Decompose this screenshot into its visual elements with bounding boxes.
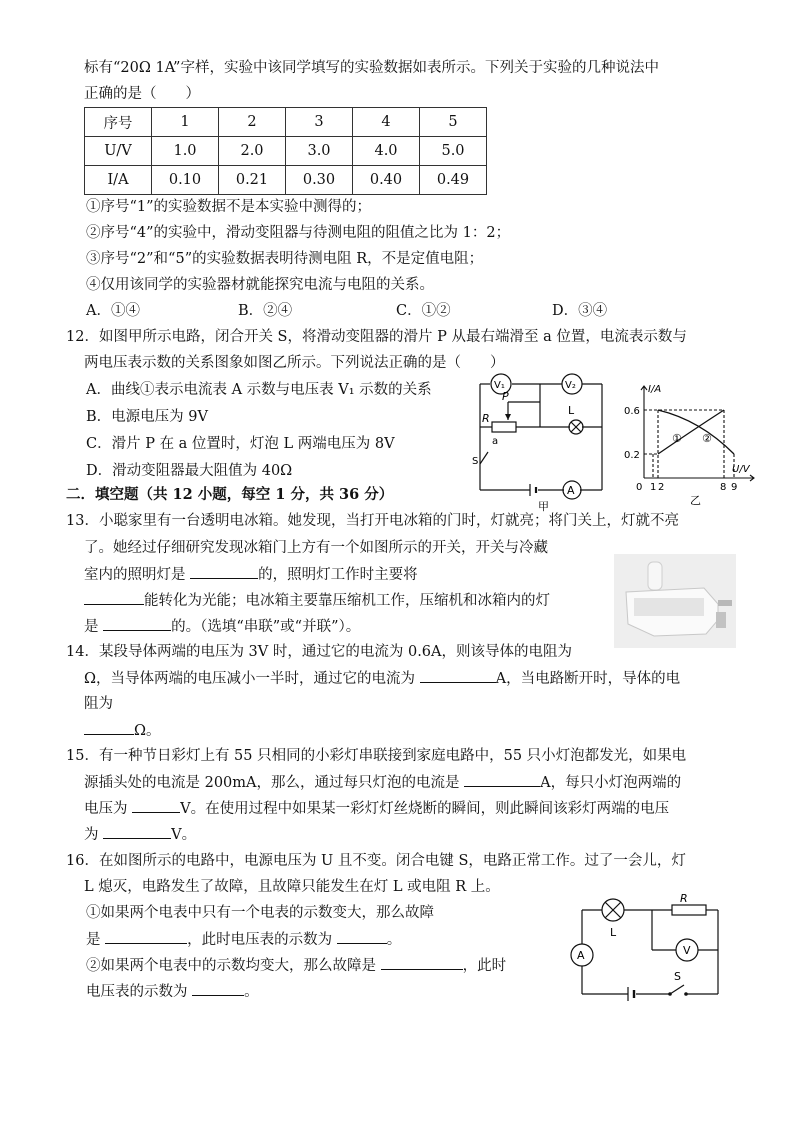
- table-cell: 0.10: [152, 166, 219, 195]
- q12-r-label: R: [482, 412, 490, 425]
- q15-line4: [84, 824, 196, 845]
- q12-option-d[interactable]: D．滑动变阻器最大阻值为 40Ω: [86, 463, 293, 479]
- q13-line2: 了。她经过仔细研究发现冰箱门上方有一个如图所示的开关，开关与冷藏: [84, 540, 548, 556]
- q16-line6-text-a: 电压表的示数为: [86, 984, 193, 1000]
- q16-r-label: R: [680, 894, 688, 905]
- table-cell: 0.40: [353, 166, 420, 195]
- table-header-cell: 1: [152, 108, 219, 137]
- q16-line4-text-c: 。: [386, 932, 402, 948]
- q13-line1: 13．小聪家里有一台透明电冰箱。她发现，当打开电冰箱的门时，灯就亮；将门关上，灯就不亮: [66, 513, 679, 529]
- table-row: [85, 137, 487, 166]
- table-cell: 1.0: [152, 137, 219, 166]
- q15-line2-text-b: A，每只小灯泡两端的: [540, 775, 682, 791]
- table-header-cell: 序号: [85, 108, 152, 137]
- table-cell: 0.21: [219, 166, 286, 195]
- table-header-cell: 2: [219, 108, 286, 137]
- q16-line5: [86, 955, 506, 976]
- q15-line3-text-b: V。在使用过程中如果某一彩灯灯丝烧断的瞬间，则此瞬间该彩灯两端的电压: [180, 801, 670, 817]
- table-header-cell: 3: [286, 108, 353, 137]
- q15-blank-3[interactable]: [103, 824, 171, 839]
- q12-graph-ytick-06: 0.6: [624, 406, 640, 417]
- q14-line3: 阻为: [84, 696, 113, 712]
- q15-line4-text-a: 为: [84, 827, 104, 843]
- q12-p-label: P: [502, 390, 509, 403]
- table-cell: 0.49: [420, 166, 487, 195]
- q11-option-c[interactable]: C．①②: [396, 303, 451, 319]
- q14-line1: 14．某段导体两端的电压为 3V 时，通过它的电流为 0.6A，则该导体的电阻为: [66, 644, 573, 660]
- q14-line2-text-a: Ω，当导体两端的电压减小一半时，通过它的电流为: [84, 671, 420, 687]
- q16-blank-1[interactable]: [105, 929, 187, 944]
- q12-ammeter-label: A: [567, 484, 575, 497]
- q16-line4: [86, 929, 401, 950]
- q14-line2: [84, 668, 680, 689]
- q15-blank-1[interactable]: [464, 772, 540, 787]
- q13-line4-text: 能转化为光能；电冰箱主要靠压缩机工作，压缩机和冰箱内的灯: [144, 593, 550, 609]
- q16-blank-4[interactable]: [192, 981, 244, 996]
- q12-v2-label: V₂: [565, 380, 576, 391]
- table-cell: 2.0: [219, 137, 286, 166]
- q12-graph-xtick-8: 8: [720, 482, 727, 493]
- q16-line2: L 熄灭，电路发生了故障，且故障只能发生在灯 L 或电阻 R 上。: [84, 879, 500, 895]
- q12-line1: 12．如图甲所示电路，闭合开关 S，将滑动变阻器的滑片 P 从最右端滑至 a 位置，电流表示数与: [66, 329, 687, 345]
- table-cell: 5.0: [420, 137, 487, 166]
- q12-caption-jia: 甲: [538, 500, 549, 512]
- q16-blank-2[interactable]: [337, 929, 387, 944]
- q12-option-c[interactable]: C．滑片 P 在 a 位置时，灯泡 L 两端电压为 8V: [86, 436, 395, 452]
- q12-caption-yi: 乙: [690, 494, 701, 507]
- q12-s-label: S: [472, 456, 479, 467]
- q13-blank-2[interactable]: [84, 590, 144, 605]
- q12-graph-ytick-02: 0.2: [624, 450, 640, 461]
- q11-statement-3: ③序号“2”和“5”的实验数据表明待测电阻 R，不是定值电阻；: [86, 251, 484, 267]
- q16-v-label: V: [683, 944, 691, 957]
- q11-statement-1: ①序号“1”的实验数据不是本实验中测得的；: [86, 199, 372, 215]
- q13-line3: [84, 564, 418, 585]
- table-cell: U/V: [85, 137, 152, 166]
- table-cell: I/A: [85, 166, 152, 195]
- q12-v1-label: V₁: [494, 380, 505, 391]
- q14-line2-text-b: A，当电路断开时，导体的电: [495, 671, 681, 687]
- q13-line3-text-b: 的，照明灯工作时主要将: [258, 567, 418, 583]
- q12-graph: [620, 380, 762, 508]
- q12-line2: 两电压表示数的关系图象如图乙所示。下列说法正确的是（ ）: [84, 355, 505, 371]
- q14-line4: [84, 720, 161, 741]
- q13-blank-3[interactable]: [103, 616, 171, 631]
- q12-graph-xtick-0: 0: [636, 482, 643, 493]
- q11-intro-line1: 标有“20Ω 1A”字样，实验中该同学填写的实验数据如表所示。下列关于实验的几种说法中: [84, 60, 659, 76]
- q16-blank-3[interactable]: [381, 955, 463, 970]
- table-cell: 4.0: [353, 137, 420, 166]
- q15-line1: 15．有一种节日彩灯上有 55 只相同的小彩灯串联接到家庭电路中，55 只小灯泡都发光，如果电: [66, 748, 687, 764]
- q16-line5-text-a: ②如果两个电表中的示数均变大，那么故障是: [86, 958, 381, 974]
- q11-intro-line2: 正确的是（ ）: [84, 86, 200, 102]
- q13-line3-text-a: 室内的照明灯是: [84, 567, 191, 583]
- q16-l-label: L: [610, 926, 617, 939]
- q16-line4-text-b: ，此时电压表的示数为: [187, 932, 337, 948]
- q16-circuit-diagram: [566, 894, 726, 1002]
- q15-line2: [84, 772, 681, 793]
- q13-line5-text-a: 是: [84, 619, 104, 635]
- q11-data-table: [84, 107, 487, 195]
- q11-option-d[interactable]: D．③④: [552, 303, 608, 319]
- q12-option-a[interactable]: A．曲线①表示电流表 A 示数与电压表 V₁ 示数的关系: [86, 382, 432, 398]
- table-cell: 3.0: [286, 137, 353, 166]
- q14-blank-3[interactable]: [84, 720, 134, 735]
- q12-option-b[interactable]: B．电源电压为 9V: [86, 409, 208, 425]
- q13-line4: [84, 590, 550, 611]
- q15-line3: [84, 798, 669, 819]
- q16-line6-text-b: 。: [244, 984, 259, 1000]
- q12-graph-ylabel: I/A: [648, 384, 662, 395]
- table-cell: 0.30: [286, 166, 353, 195]
- q15-line4-text-b: V。: [171, 827, 197, 843]
- q11-option-a[interactable]: A．①④: [86, 303, 140, 319]
- q13-switch-photo: [614, 554, 736, 648]
- q16-s-label: S: [674, 970, 681, 983]
- q16-ammeter-label: A: [577, 949, 585, 962]
- q15-blank-2[interactable]: [132, 798, 180, 813]
- q12-graph-xtick-2: 2: [658, 482, 665, 493]
- q12-graph-xtick-1: 1: [650, 482, 657, 493]
- q15-line3-text-a: 电压为: [84, 801, 133, 817]
- q11-statement-2: ②序号“4”的实验中，滑动变阻器与待测电阻的阻值之比为 1：2；: [86, 225, 511, 241]
- table-header-row: [85, 108, 487, 137]
- q16-line5-text-b: ，此时: [462, 958, 507, 974]
- q13-blank-1[interactable]: [190, 564, 258, 579]
- table-header-cell: 4: [353, 108, 420, 137]
- q12-circuit-diagram: [470, 372, 610, 512]
- q12-graph-xtick-9: 9: [731, 482, 738, 493]
- q12-l-label: L: [568, 404, 575, 417]
- q15-line2-text-a: 源插头处的电流是 200mA，那么，通过每只灯泡的电流是: [84, 775, 465, 791]
- q14-line4-text: Ω。: [134, 723, 161, 739]
- q16-line4-text-a: 是: [86, 932, 106, 948]
- q11-statement-4: ④仅用该同学的实验器材就能探究电流与电阻的关系。: [86, 277, 434, 293]
- q12-curve2-label: ②: [702, 432, 712, 445]
- q12-a-pos-label: a: [492, 436, 499, 447]
- section-2-heading: 二．填空题（共 12 小题，每空 1 分，共 36 分）: [66, 486, 394, 503]
- q12-graph-xlabel: U/V: [732, 464, 750, 475]
- table-header-cell: 5: [420, 108, 487, 137]
- q16-line3: ①如果两个电表中只有一个电表的示数变大，那么故障: [86, 905, 434, 921]
- q13-line5-text-b: 的。（选填“串联”或“并联”）。: [171, 619, 361, 635]
- q12-curve1-label: ①: [672, 432, 682, 445]
- q16-line6: [86, 981, 259, 1002]
- q16-line1: 16．在如图所示的电路中，电源电压为 U 且不变。闭合电键 S，电路正常工作。过了一会儿，灯: [66, 853, 686, 869]
- q13-line5: [84, 616, 360, 637]
- table-row: [85, 166, 487, 195]
- q11-option-b[interactable]: B．②④: [238, 303, 293, 319]
- q14-blank-2[interactable]: [420, 668, 496, 683]
